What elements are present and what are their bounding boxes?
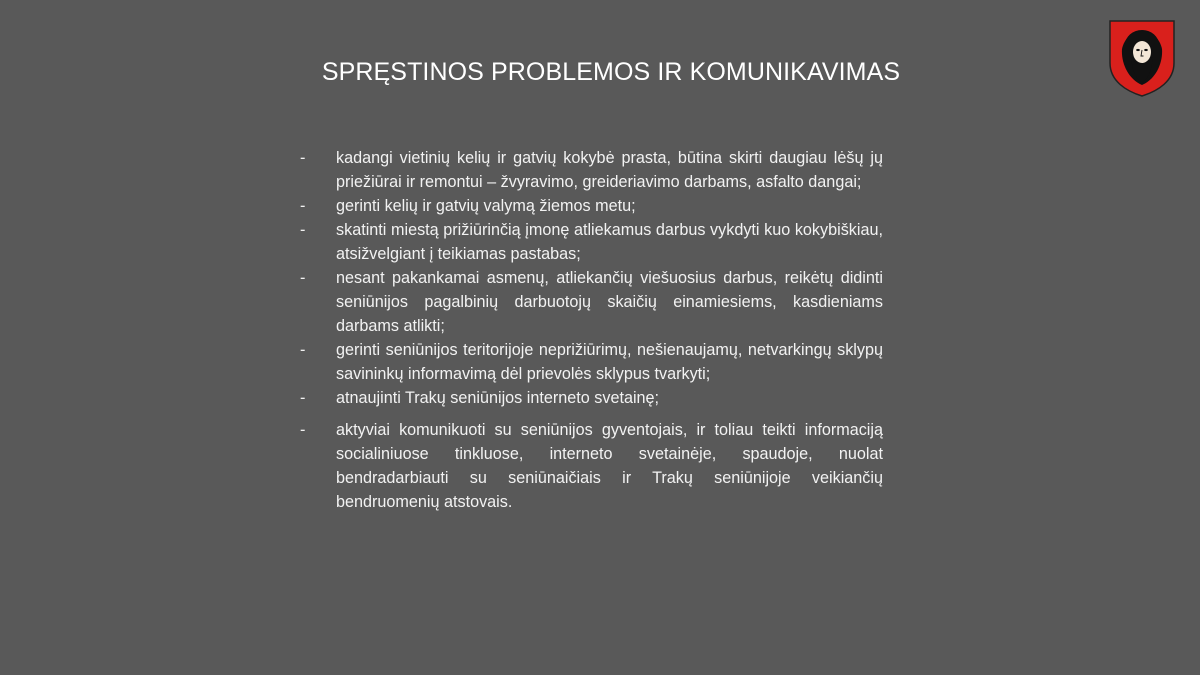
coat-of-arms-icon bbox=[1108, 19, 1176, 97]
list-item bbox=[300, 386, 883, 410]
list-item-text: skatinti miestą prižiūrinčią įmonę atliekamus darbus vykdyti kuo kokybiškiau, atsižvelgiant į teikiamas pastabas; bbox=[336, 221, 883, 263]
bullet-dash: - bbox=[300, 197, 306, 215]
bullet-dash: - bbox=[300, 269, 306, 287]
list-item-text: kadangi vietinių kelių ir gatvių kokybė prasta, būtina skirti daugiau lėšų jų priežiūrai ir remontui – žvyravimo, greideriavimo darbams, asfalto dangai; bbox=[336, 149, 883, 191]
list-item bbox=[300, 194, 883, 218]
list-item bbox=[300, 218, 883, 266]
problems-list bbox=[300, 146, 883, 514]
bullet-dash: - bbox=[300, 149, 306, 167]
list-item-text: gerinti kelių ir gatvių valymą žiemos metu; bbox=[336, 197, 636, 215]
bullet-dash: - bbox=[300, 221, 306, 239]
list-item-text: aktyviai komunikuoti su seniūnijos gyventojais, ir toliau teikti informaciją socialiniuose tinkluose, interneto svetainėje, spaudoje, nuolat bendradarbiauti su seniūnaičiais ir Trakų seniūnijoje veikiančių bendruomenių atstovais. bbox=[336, 421, 883, 511]
list-item-text: nesant pakankamai asmenų, atliekančių viešuosius darbus, reikėtų didinti seniūnijos pagalbinių darbuotojų skaičių einamiesiems, kasdieniams darbams atlikti; bbox=[336, 269, 883, 335]
list-item-text: atnaujinti Trakų seniūnijos interneto svetainę; bbox=[336, 389, 660, 407]
list-item bbox=[300, 418, 883, 514]
bullet-dash: - bbox=[300, 421, 306, 439]
bullet-dash: - bbox=[300, 341, 306, 359]
list-item bbox=[300, 146, 883, 194]
list-item bbox=[300, 266, 883, 338]
slide-title: SPRĘSTINOS PROBLEMOS IR KOMUNIKAVIMAS bbox=[321, 58, 901, 86]
list-item bbox=[300, 338, 883, 386]
list-item-text: gerinti seniūnijos teritorijoje neprižiūrimų, nešienaujamų, netvarkingų sklypų savininkų informavimą dėl prievolės sklypus tvarkyti; bbox=[336, 341, 883, 383]
bullet-dash: - bbox=[300, 389, 306, 407]
